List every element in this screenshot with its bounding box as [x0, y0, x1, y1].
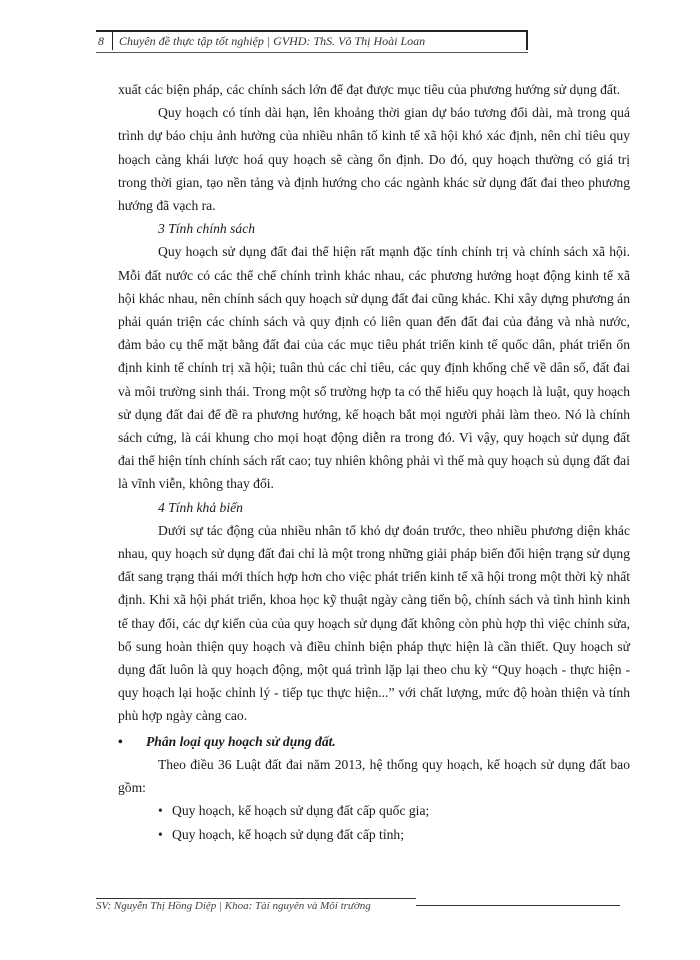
list-bullet: •	[158, 826, 163, 842]
footer-rule	[416, 905, 620, 906]
page-footer: SV: Nguyễn Thị Hồng Diệp | Khoa: Tài nguyên và Môi trường	[96, 898, 416, 913]
section-heading-4: 4 Tính khả biến	[158, 499, 243, 515]
paragraph-4: Dưới sự tác động của nhiều nhân tố khó dự đoán trước, theo nhiều phương diện khác nhau, quy hoạch sử dụng đất đai chỉ là một trong những giải pháp biến đổi hiện trạng sử dụng đất sang trạng thái mới thích hợp hơn cho việc phát triển kinh tế xã hội trong một thời kỳ nhất định. Khi xã hội phát triển, khoa học kỹ thuật ngày càng tiến bộ, chính sách và tình hình kinh tế thay đổi, các dự kiến của của quy hoạch sử dụng đất không còn phù hợp thì việc chỉnh sửa, bổ sung hoàn thiện quy hoạch và điều chỉnh biện pháp thực hiện là cần thiết. Quy hoạch sử dụng đất luôn là quy hoạch động, một quá trình lặp lại theo chu kỳ “Quy hoạch - thực hiện - quy hoạch lại hoặc chỉnh lý - tiếp tục thực hiện...” với chất lượng, mức độ hoàn thiện và tính phù hợp ngày càng cao.	[118, 522, 630, 724]
section-heading-3: 3 Tính chính sách	[158, 221, 256, 237]
bullet-marker: •	[118, 733, 123, 749]
document-body	[118, 78, 630, 846]
planning-level-list	[118, 799, 630, 845]
bullet-heading-text: Phân loại quy hoạch sử dụng đất.	[146, 733, 336, 749]
paragraph-2: Quy hoạch có tính dài hạn, lên khoảng thời gian dự báo tương đối dài, mà trong quá trình dự báo chịu ảnh hưởng của nhiều nhân tố kinh tế xã hội khó xác định, nên chỉ tiêu quy hoạch càng khái lược hoá quy hoạch sẽ càng ổn định. Do đó, quy hoạch thường có giá trị trong thời gian, tạo nền tảng và định hướng cho các ngành khác sử dụng đất đai theo phương hướng đã vạch ra.	[118, 105, 630, 214]
header-text: Chuyên đề thực tập tốt nghiệp | GVHD: ThS. Võ Thị Hoài Loan	[119, 34, 426, 48]
list-item: • Quy hoạch, kế hoạch sử dụng đất cấp tỉnh;	[118, 823, 630, 846]
page-number: 8	[96, 32, 113, 50]
paragraph-5: Theo điều 36 Luật đất đai năm 2013, hệ thống quy hoạch, kế hoạch sử dụng đất bao gồm:	[118, 756, 630, 796]
paragraph-1: xuất các biện pháp, các chính sách lớn để đạt được mục tiêu của phương hướng sử dụng đất.	[118, 82, 621, 97]
page-header	[96, 30, 528, 53]
paragraph-3: Quy hoạch sử dụng đất đai thể hiện rất mạnh đặc tính chính trị và chính sách xã hội. Mỗi đất nước có các thể chế chính trình khác nhau, các phương hướng hoạt động kinh tế xã hội khác nhau, nên chính sách quy hoạch sử dụng đất đai cũng khác. Khi xây dựng phương án phải quán triện các chính sách và quy định có liên quan đến đất đai của đảng và nhà nước, đảm bảo cụ thể mặt bằng đất đai của các mục tiêu phát triển kinh tế quốc dân, phát triển ổn định kinh tế chính trị xã hội; tuân thủ các chỉ tiêu, các quy định khống chế về dân số, đất đai và môi trường sinh thái. Trong một số trường hợp ta có thể hiểu quy hoạch là luật, quy hoạch sử dụng đất đai để đề ra phương hướng, kế hoạch bắt mọi người phải làm theo. Nó là chính sách cứng, là cái khung cho mọi hoạt động diễn ra trong đó. Vì vậy, quy hoạch sử dụng đất đai thể hiện tính chính sách rất cao; tuy nhiên không phải vì thế mà quy hoạch sủ dụng đất đai là vĩnh viễn, không thay đổi.	[118, 244, 630, 492]
header-divider	[526, 32, 528, 50]
bullet-heading	[118, 730, 630, 753]
list-item: • Quy hoạch, kế hoạch sử dụng đất cấp quốc gia;	[118, 799, 630, 822]
list-bullet: •	[158, 803, 163, 819]
